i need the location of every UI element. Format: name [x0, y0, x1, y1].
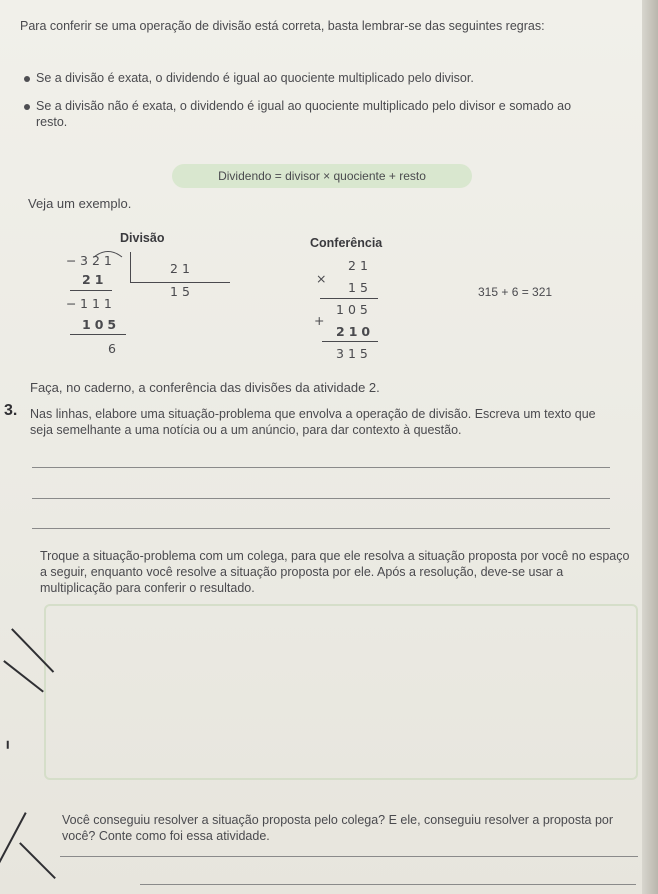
- division-bracket-vertical: [130, 252, 131, 282]
- check-sum: 315 + 6 = 321: [478, 285, 553, 299]
- swap-instructions: Troque a situação-problema com um colega, para que ele resolva a situação proposta por você no espaço a seguir, enquanto você resolve a situação proposta por ele. Após a resolução, deve-se usar a multiplicação para conferir o resultado.: [40, 549, 630, 595]
- bullet-dot: [24, 76, 30, 82]
- pen-stroke: [0, 812, 27, 866]
- plus-sign: +: [314, 313, 329, 328]
- remainder: 6: [108, 341, 120, 356]
- subtract-2: 105: [82, 317, 121, 332]
- minus-sign: −: [66, 296, 81, 311]
- instruction: Faça, no caderno, a conferência das divisões da atividade 2.: [30, 380, 380, 395]
- pen-stroke: [19, 842, 55, 878]
- product: 315: [336, 346, 372, 361]
- factor-1: 21: [348, 258, 372, 273]
- partial-product-1: 105: [336, 302, 372, 317]
- example-label: Veja um exemplo.: [28, 196, 132, 211]
- formula-box: Dividendo = divisor × quociente + resto: [172, 164, 472, 188]
- writing-line[interactable]: [60, 856, 638, 857]
- factor-2: 15: [348, 280, 372, 295]
- times-sign: ×: [316, 271, 331, 286]
- activity-number: 3.: [4, 402, 18, 419]
- subtract-1: 21: [82, 272, 108, 287]
- page-edge: [642, 0, 658, 894]
- subtraction-line: [70, 334, 126, 335]
- rule-not-exact: Se a divisão não é exata, o dividendo é igual ao quociente multiplicado pelo divisor e somado ao resto.: [36, 99, 572, 129]
- partial-product-2: 210: [336, 324, 375, 339]
- writing-line[interactable]: [32, 498, 610, 499]
- division-title: Divisão: [120, 231, 165, 245]
- division-bracket-horizontal: [130, 282, 230, 283]
- divisor: 21: [170, 261, 194, 276]
- minus-sign: −: [66, 253, 81, 268]
- writing-line[interactable]: [32, 528, 610, 529]
- intro-text: Para conferir se uma operação de divisão está correta, basta lembrar-se das seguintes regras:: [20, 19, 545, 33]
- writing-line[interactable]: [140, 884, 636, 885]
- writing-line[interactable]: [32, 467, 610, 468]
- check-title: Conferência: [310, 236, 383, 250]
- quotient: 15: [170, 284, 194, 299]
- answer-box[interactable]: [44, 604, 638, 780]
- dividend: 321: [80, 253, 116, 268]
- pen-stroke: [7, 741, 9, 749]
- final-question: Você conseguiu resolver a situação proposta pelo colega? E ele, conseguiu resolver a proposta por você? Conte como foi essa atividade.: [62, 813, 614, 843]
- activity-text: Nas linhas, elabore uma situação-problema que envolva a operação de divisão. Escreva um texto que seja semelhante a uma notícia ou a um anúncio, para dar contexto à questão.: [30, 407, 596, 437]
- subtraction-line: [70, 290, 112, 291]
- partial-dividend: 111: [80, 296, 116, 311]
- multiplication-line: [320, 298, 378, 299]
- sum-line: [322, 341, 378, 342]
- pen-stroke: [4, 660, 44, 692]
- bullet-dot: [24, 104, 30, 110]
- rule-exact: Se a divisão é exata, o dividendo é igual ao quociente multiplicado pelo divisor.: [36, 71, 474, 85]
